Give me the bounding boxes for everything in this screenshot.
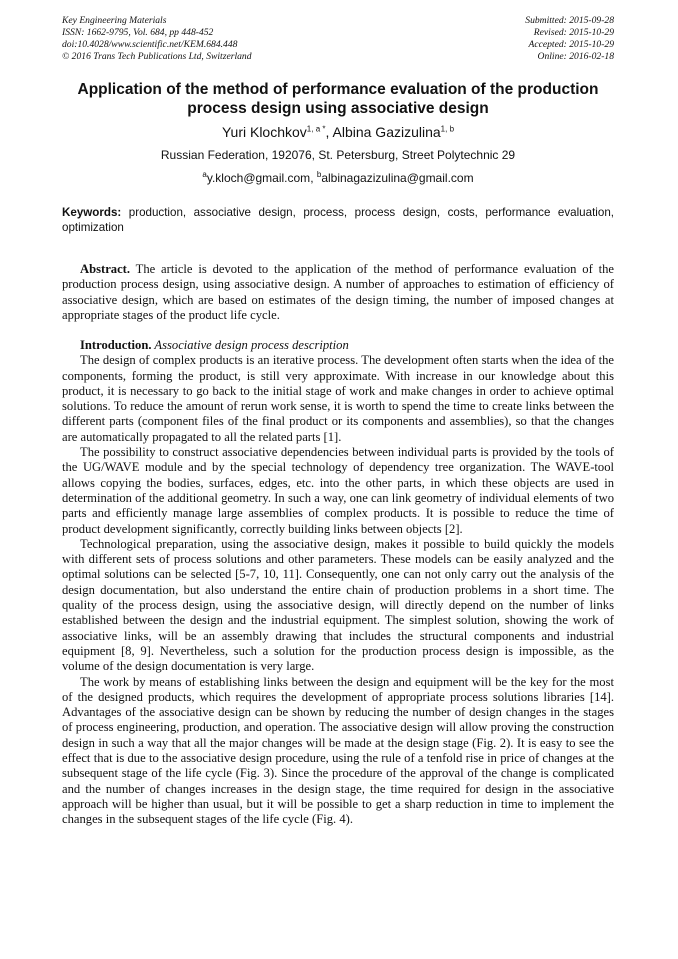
paper-title: Application of the method of performance evaluation of the production process design using associative design: [77, 81, 599, 117]
journal-info: [62, 15, 252, 63]
publication-dates: [525, 15, 614, 63]
date-accepted: Accepted: 2015-10-29: [528, 39, 614, 50]
abstract-text: The article is devoted to the application of the method of performance evaluation of the production process design, using associative design. A number of approaches to estimation of efficiency of associative design, which are based on estimates of the design timing, the number of imposed changes at appropriate stages of the product life cycle.: [62, 262, 614, 322]
introduction-subtitle: Associative design process description: [151, 338, 349, 352]
intro-paragraph-4: The work by means of establishing links between the design and equipment will be the key for the most of the designed products, which requires the development of appropriate process solutions libraries [14]. Advantages of the associative design can be shown by reducing the number of design changes in the stages of process engineering, production, and operation. The associative design will allow proving the construction design in such a way that all the major changes will be made at the design stage (Fig. 2). It is easy to see the effect that is due to the associative design procedure, using the rule of a tenfold rise in price of changes at the subsequent stage of the life cycle (Fig. 3). Since the procedure of the approval of the change is complicated and the number of changes increases in the design stage, the time required for design in the associative approach will be higher than usual, but it will be possible to get a sharp reduction in time to implement the changes in the subsequent stages of the life cycle (Fig. 4).: [62, 674, 614, 827]
keywords-label: Keywords:: [62, 206, 122, 219]
author-list: [62, 123, 614, 141]
introduction-heading: [62, 338, 614, 353]
intro-paragraph-3: Technological preparation, using the associative design, makes it possible to build quickly the models with different sets of process solutions and other parameters. These models can be easily analyzed and the optimal solutions can be selected [5-7, 10, 11]. Consequently, one can not only carry out the analysis of the design documentation, but also understand the entire chain of production problems in a short time. The quality of the process design, using the associative design, will directly depend on the number of links established between the design and the industrial equipment. The simplest solution, showing the work of associative links, will be an assembly drawing that includes the structural components and industrial equipment [8, 9]. Nevertheless, such a solution for the production process design is impossible, as the volume of the design documentation is very large.: [62, 536, 614, 674]
author-2-name: Albina Gazizulina: [332, 124, 441, 140]
keywords: [62, 206, 614, 235]
author-1-affil: 1, a *: [306, 124, 326, 134]
email-b-marker: b: [316, 170, 322, 179]
journal-header: [62, 15, 614, 63]
journal-issn: ISSN: 1662-9795, Vol. 684, pp 448-452: [62, 27, 214, 38]
date-submitted: Submitted: 2015-09-28: [525, 15, 614, 26]
author-separator: ,: [325, 124, 333, 140]
abstract: [62, 262, 614, 323]
author-emails: [62, 171, 614, 186]
journal-doi: doi:10.4028/www.scientific.net/KEM.684.448: [62, 39, 238, 50]
intro-paragraph-2: The possibility to construct associative dependencies between individual parts is provided by the tools of the UG/WAVE module and by the special technology of dependency tree organization. The WAVE-tool allows copying the bodies, surfaces, edges, etc. into the other parts, in which these objects are used in determination of the additional geometry. In such a way, one can link geometry of individual elements of two parts and efficiently manage large assemblies of complex products. It is possible to reduce the time of product development significantly, correctly building links between objects [2].: [62, 445, 614, 536]
affiliation: Russian Federation, 192076, St. Petersburg, Street Polytechnic 29: [160, 148, 516, 162]
email-a: y.kloch@gmail.com: [206, 171, 311, 185]
email-b: albinagazizulina@gmail.com: [321, 171, 474, 185]
introduction-section: [62, 338, 614, 828]
date-online: Online: 2016-02-18: [537, 51, 614, 62]
email-separator: ,: [310, 171, 317, 185]
author-1-name: Yuri Klochkov: [221, 124, 307, 140]
email-a-marker: a: [202, 170, 207, 179]
journal-copyright: © 2016 Trans Tech Publications Ltd, Switzerland: [62, 51, 252, 62]
journal-name: Key Engineering Materials: [62, 15, 167, 26]
author-2-affil: 1, b: [440, 124, 455, 134]
introduction-label: Introduction.: [80, 338, 152, 352]
abstract-paragraph: [62, 262, 614, 323]
keywords-text: production, associative design, process, process design, costs, performance evaluation, optimization: [62, 206, 614, 234]
intro-paragraph-1: The design of complex products is an iterative process. The development often starts when the idea of the components, forming the product, is still very approximate. With increase in our knowledge about this product, it is necessary to go back to the initial stage of work and make changes in order to achieve optimal solutions. To reduce the amount of rerun work sense, it is worth to spend the time to create links between the different parts (component files of the final product or its components and assemblies), so that the changes are automatically propagated to all the related parts [1].: [62, 353, 614, 444]
abstract-label: Abstract.: [80, 262, 131, 276]
date-revised: Revised: 2015-10-29: [533, 27, 614, 38]
